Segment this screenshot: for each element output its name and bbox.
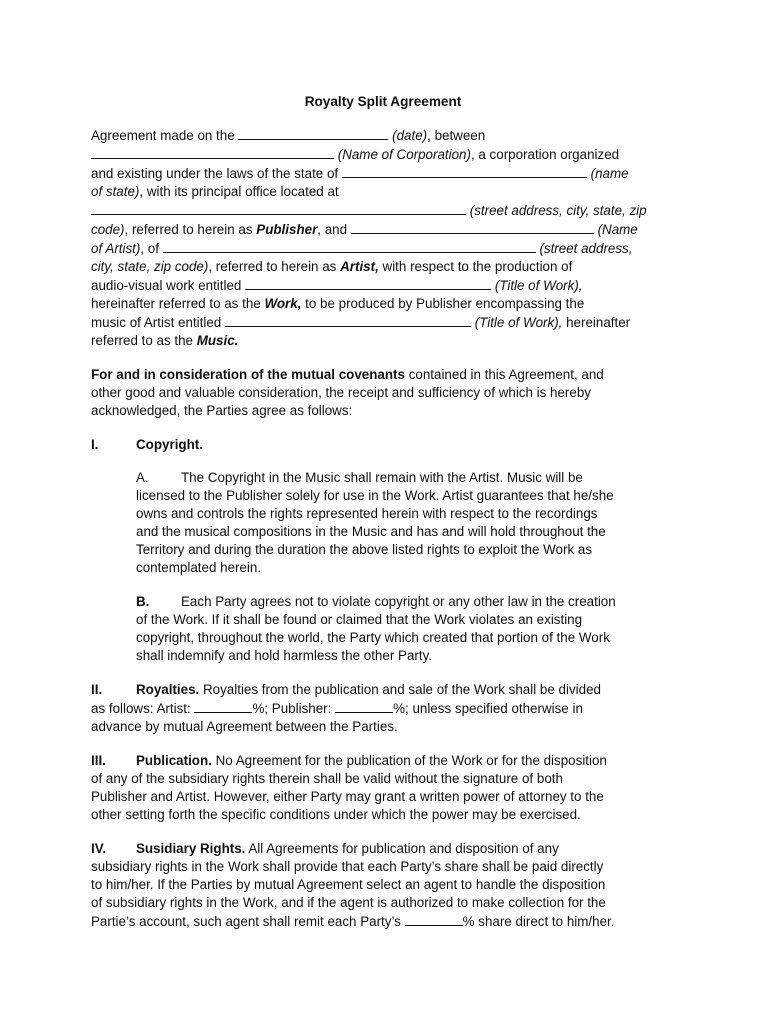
artist-name-field[interactable]	[351, 220, 594, 234]
section-royalties: II. Royalties. Royalties from the publication and sale of the Work shall be divided as follows: Artist: %; Publisher: %; unless specified otherwise in advance by mutual Agreement between the Parties.	[91, 682, 601, 734]
publisher-percent-field[interactable]	[335, 699, 393, 713]
date-field[interactable]	[238, 126, 388, 140]
work-title-field[interactable]	[245, 276, 491, 290]
section-publication: III. Publication. No Agreement for the publication of the Work or for the disposition of any of the subsidiary rights therein shall be valid without the signature of both Publisher and Artist. However, either Party may grant a written power of attorney to the other setting forth the specific conditions under which the power may be exercised.	[91, 753, 607, 822]
artist-address-field[interactable]	[163, 239, 536, 253]
copyright-clause-a: A. The Copyright in the Music shall remain with the Artist. Music will be licensed to the Publisher solely for use in the Work. Artist guarantees that he/she owns and controls the rights represented herein with respect to the recordings and the musical compositions in the Music and has and will hold throughout the Territory and during the duration the above listed rights to exploit the Work as contemplated herein.	[136, 470, 614, 575]
section-copyright-heading: I. Copyright.	[91, 437, 203, 452]
state-field[interactable]	[342, 164, 587, 178]
publisher-address-field[interactable]	[91, 201, 466, 215]
corporation-name-field[interactable]	[91, 145, 334, 159]
artist-percent-field[interactable]	[194, 699, 252, 713]
intro-paragraph: Agreement made on the (date), between (Name of Corporation), a corporation organized and existing under the laws of the state of (name of state), with its principal office located at (street address, city, state, zip code), referred to herein as Publisher, and (Name of Artist), of (street address, city, state, zip code), referred to herein as Artist, with respect to the production of audio-visual work entitled (Title of Work), hereinafter referred to as the Work, to be produced by Publisher encompassing the music of Artist entitled (Title of Work), hereinafter referred to as the Music.	[91, 128, 647, 348]
copyright-clause-b: B. Each Party agrees not to violate copyright or any other law in the creation of the Work. If it shall be found or claimed that the Work violates an existing copyright, throughout the world, the Party which created that portion of the Work shall indemnify and hold harmless the other Party.	[136, 594, 616, 663]
section-subsidiary-rights: IV. Susidiary Rights. All Agreements for publication and disposition of any subsidiary rights in the Work shall provide that each Party’s share shall be paid directly to him/her. If the Parties by mutual Agreement select an agent to handle the disposition of subsidiary rights in the Work, and if the agent is authorized to make collection for the Partie’s account, such agent shall remit each Party’s % share direct to him/her.	[91, 841, 615, 929]
document-body	[91, 93, 675, 931]
music-title-field[interactable]	[225, 313, 471, 327]
consideration-paragraph: For and in consideration of the mutual covenants contained in this Agreement, and other good and valuable consideration, the receipt and sufficiency of which is hereby acknowledged, the Parties agree as follows:	[91, 367, 604, 418]
agent-share-percent-field[interactable]	[405, 912, 463, 926]
document-title: Royalty Split Agreement	[304, 94, 462, 109]
